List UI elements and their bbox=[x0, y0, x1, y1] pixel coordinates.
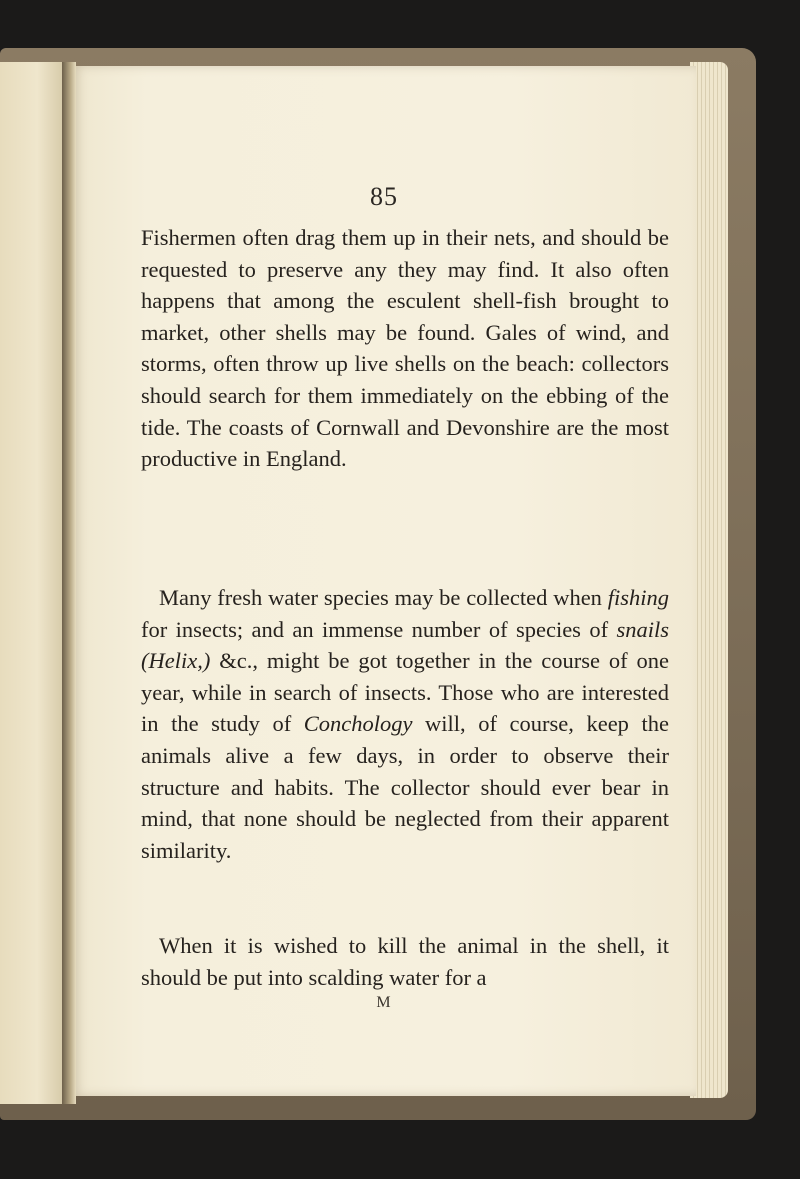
paragraph-fresh-water bbox=[141, 582, 669, 866]
paragraph-fresh-water-text-4: will, of course, keep the animals alive a few days, in order to observe their structure and habits. The collector should ever bear in mind, that none should be neglected from their apparent similarity. bbox=[141, 711, 669, 863]
book-page bbox=[72, 66, 696, 1096]
signature-mark: M bbox=[376, 994, 392, 1011]
paragraph-kill-animal-text: When it is wished to kill the animal in the shell, it should be put into scalding water for a bbox=[141, 933, 669, 990]
book-gutter bbox=[62, 62, 76, 1104]
page-number: 85 bbox=[370, 182, 398, 211]
emphasis-conchology: Conchology bbox=[303, 711, 413, 737]
paragraph-kill-animal bbox=[141, 930, 669, 993]
paragraph-fresh-water-text-3: &c., might be got together in the course of one year, while in search of insects. Those who are interested in the study of bbox=[141, 648, 669, 737]
paragraph-fishermen-text: Fishermen often drag them up in their nets, and should be requested to preserve any they may find. It also often happens that among the esculent shell-fish brought to market, other shells may be found. Gales of wind, and storms, often throw up live shells on the beach: collectors should search for them immediately on the ebbing of the tide. The coasts of Cornwall and Devonshire are the most productive in England. bbox=[141, 225, 669, 472]
paragraph-fresh-water-text-2: for insects; and an immense number of species of bbox=[141, 616, 617, 642]
paragraph-fresh-water-text-1: Many fresh water species may be collected when bbox=[159, 585, 608, 610]
facing-page-edge bbox=[0, 62, 64, 1104]
paragraph-fishermen bbox=[141, 222, 669, 475]
emphasis-fishing: fishing bbox=[607, 585, 669, 610]
emphasis-snails: snails (Helix,) bbox=[141, 616, 669, 674]
